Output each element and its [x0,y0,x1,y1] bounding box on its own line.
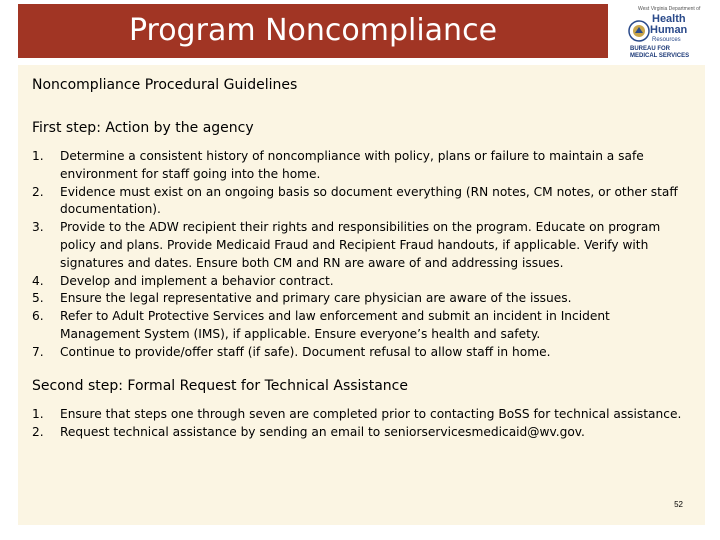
list-item: 4. Develop and implement a behavior contract. [32,273,334,288]
main-heading: Noncompliance Procedural Guidelines [32,77,298,93]
list-item: 6. Refer to Adult Protective Services and law enforcement and submit an incident in Incident Management System (IMS), if applicable. Ensure everyone’s health and safety. [32,309,610,341]
section2-list [32,406,687,442]
logo-word-resources: Resources [652,37,681,43]
list-item: 3. Provide to the ADW recipient their rights and responsibilities on the program. Educate on program policy and plans. Provide Medicaid Fraud and Recipient Fraud handouts, if applicable. Verify with signatures and dates. Ensure both CM and RN are aware of and addressing issues. [32,220,661,270]
section1-list [32,148,687,362]
dhhr-logo [620,6,702,64]
slide-title: Program Noncompliance [128,13,498,48]
content-panel [18,65,705,525]
logo-word-health: Health [652,13,686,25]
list-item: 1. Determine a consistent history of noncompliance with policy, plans or failure to maintain a safe environment for staff going into the home. [32,149,644,181]
list-item: 2. Evidence must exist on an ongoing basis so document everything (RN notes, CM notes, or other staff documentation). [32,184,678,217]
logo-bureau-line2: MEDICAL SERVICES [630,53,690,59]
section1-heading: First step: Action by the agency [32,120,254,136]
logo-bureau-line1: BUREAU FOR [630,46,670,52]
logo-small-text: West Virginia Department of [638,6,701,12]
list-item: 1. Ensure that steps one through seven are completed prior to contacting BoSS for technical assistance. [32,407,682,421]
logo-word-human: Human [650,24,688,36]
section2-heading: Second step: Formal Request for Technical Assistance [32,378,408,394]
page-number: 52 [674,500,683,509]
list-item: 2. Request technical assistance by sending an email to seniorservicesmedicaid@wv.gov. [32,424,585,439]
title-bar [18,4,608,58]
state-seal-icon [628,20,650,42]
list-item: 7. Continue to provide/offer staff (if safe). Document refusal to allow staff in home. [32,344,551,359]
list-item: 5. Ensure the legal representative and primary care physician are aware of the issues. [32,291,572,306]
